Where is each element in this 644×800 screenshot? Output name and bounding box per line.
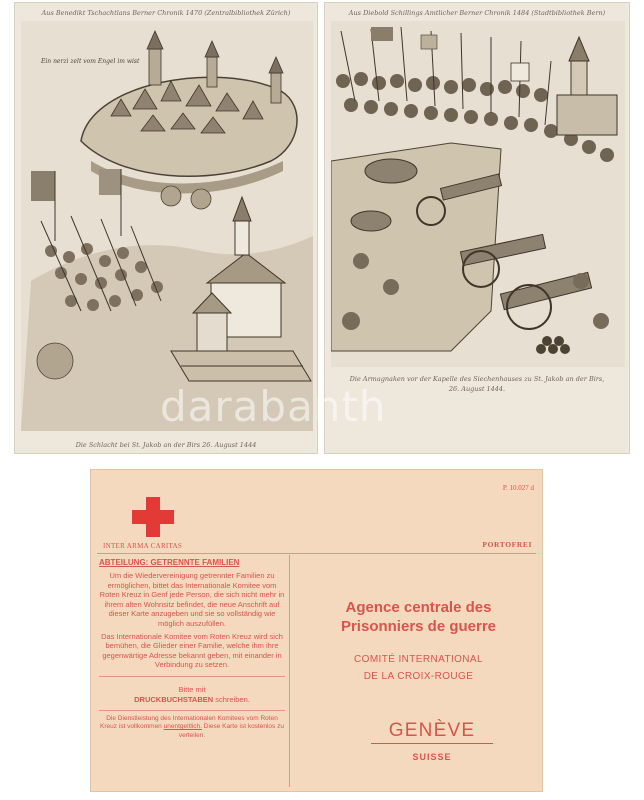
divider xyxy=(99,676,285,677)
agency-line-2: Prisonniers de guerre xyxy=(340,618,497,635)
engraving-illustration xyxy=(21,21,313,431)
agency-title xyxy=(301,598,536,636)
info-paragraph-1: Um die Wiedervereinigung getrennter Familien zu ermöglichen, bittet das Internationale Komitee vom Roten Kreuz in Genf jede Person, die sich nicht mehr in ihrem alten Wohnsitz befindet, die neue Anschrift auf dieser Karte anzugeben und sie so vollständig wie möglich auszufüllen. xyxy=(99,571,285,628)
caption-bottom: Die Schlacht bei St. Jakob an der Birs 26. August 1444 xyxy=(75,441,257,449)
department-title: ABTEILUNG: GETRENNTE FAMILIEN xyxy=(99,558,240,567)
caption-bottom-2: 26. August 1444. xyxy=(448,385,506,393)
info-paragraph-2: Das Internationale Komitee vom Roten Kreuz wird sich bemühen, die Glieder einer Familie, welche ihm ihre gegenwärtige Adresse bekannt geben, mit einander in Verbindung zu setzen. xyxy=(101,631,283,670)
engraving-illustration xyxy=(331,21,625,367)
committee-line-1: COMITÉ INTERNATIONAL xyxy=(354,654,483,665)
city-name: GENÈVE xyxy=(371,720,493,744)
print-instruction-emphasis: DRUCKBUCHSTABEN xyxy=(134,694,214,704)
red-cross-icon xyxy=(132,497,174,537)
caption-top: Aus Benedikt Tschachtlans Berner Chronik 1470 (Zentralbibliothek Zürich) xyxy=(41,9,291,17)
divider xyxy=(97,553,536,554)
caption-bottom-1: Die Armagnaken vor der Kapelle des Siechenhauses zu St. Jakob an der Birs, xyxy=(349,375,605,383)
print-instruction xyxy=(99,685,285,704)
caption-top: Aus Diebold Schillings Amtlicher Berner Chronik 1484 (Stadtbibliothek Bern) xyxy=(348,9,606,17)
free-service-note xyxy=(99,715,285,740)
red-cross-card xyxy=(90,469,543,792)
country-name: SUISSE xyxy=(412,752,452,762)
free-note-emphasis: unentgeltlich. xyxy=(163,723,202,731)
postage-free-label: PORTOFREI xyxy=(482,540,532,549)
committee-line-2: DE LA CROIX-ROUGE xyxy=(363,671,474,682)
motto: INTER ARMA CARITAS xyxy=(103,542,183,550)
divider xyxy=(289,555,290,787)
divider xyxy=(99,710,285,711)
watermark: darabanth xyxy=(160,382,387,431)
free-note-text: Die Dienstleistung des Internationalen Komitees vom Roten Kreuz ist vollkommen xyxy=(100,715,278,731)
card-reference: P. 10.027 d xyxy=(502,484,534,492)
agency-line-1: Agence centrale des xyxy=(345,599,492,616)
print-instruction-line-1: Bitte mit xyxy=(178,684,206,694)
engraving-inscription: Ein nerzi zelt vom Engel im wist xyxy=(41,58,140,65)
print-instruction-line-2: schreiben. xyxy=(215,694,250,704)
free-note-text-2: Diese Karte ist kostenlos zu verteilen. xyxy=(178,723,284,739)
info-column xyxy=(99,558,285,740)
